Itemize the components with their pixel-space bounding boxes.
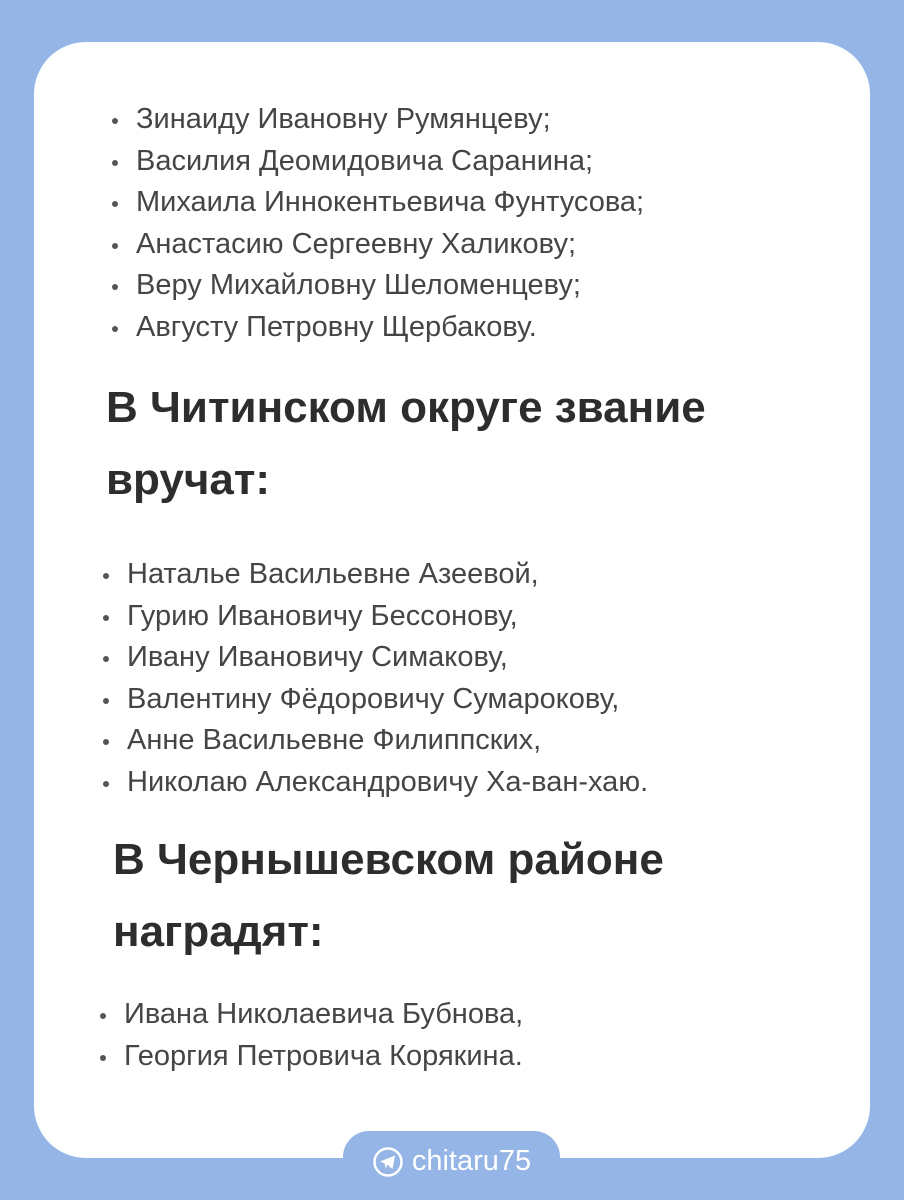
channel-name: chitaru75 (411, 1145, 532, 1177)
list-item: Михаила Иннокентьевича Фунтусова; (112, 182, 644, 224)
heading-line: вручат: (106, 455, 271, 504)
list-recipients-1 (112, 99, 644, 349)
heading-line: В Чернышевском районе (113, 835, 664, 884)
list-item: Августу Петровну Щербакову. (112, 307, 644, 349)
heading-line: наградят: (113, 907, 324, 956)
list-recipients-2 (103, 554, 648, 804)
telegram-channel-badge[interactable] (343, 1131, 560, 1200)
list-item: Наталье Васильевне Азеевой, (103, 554, 648, 596)
heading-chita-district (106, 372, 706, 516)
list-item: Ивана Николаевича Бубнова, (100, 994, 523, 1036)
list-item: Анне Васильевне Филиппских, (103, 720, 648, 762)
list-item: Валентину Фёдоровичу Сумарокову, (103, 679, 648, 721)
list-item: Георгия Петровича Корякина. (100, 1036, 523, 1078)
list-item: Анастасию Сергеевну Халикову; (112, 224, 644, 266)
heading-line: В Читинском округе звание (106, 383, 706, 432)
heading-chernyshevsky-district (113, 824, 664, 968)
list-item: Василия Деомидовича Саранина; (112, 141, 644, 183)
telegram-icon (372, 1146, 404, 1178)
list-item: Гурию Ивановичу Бессонову, (103, 596, 648, 638)
list-item: Ивану Ивановичу Симакову, (103, 637, 648, 679)
list-item: Веру Михайловну Шеломенцеву; (112, 265, 644, 307)
list-recipients-3 (100, 994, 523, 1077)
list-item: Николаю Александровичу Ха-ван-хаю. (103, 762, 648, 804)
list-item: Зинаиду Ивановну Румянцеву; (112, 99, 644, 141)
